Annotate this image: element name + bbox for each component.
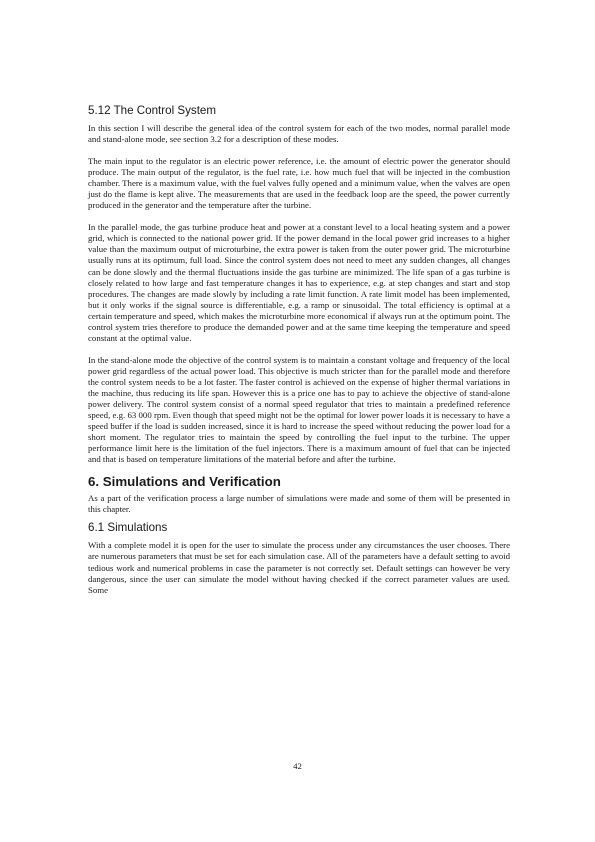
page-number: 42 xyxy=(293,761,302,771)
chapter-heading-6: 6. Simulations and Verification xyxy=(88,474,281,490)
paragraph-5-12-parallel-mode: In the parallel mode, the gas turbine produce heat and power at a constant level to a local heating system and a power grid, which is connected to the national power grid. If the power demand in the local power grid increases to a higher value than the maximum output of microturbine, the extra power is taken from the outer power grid. The microturbine usually runs at its optimum, full load. Since the control system does not need to meet any sudden changes, all changes can be done slowly and the thermal fluctuations inside the gas turbine are minimized. The life span of a gas turbine is closely related to how large and fast temperature changes it has to experience, e.g. at step changes and start and stop procedures. The changes are made slowly by including a rate limit function. A rate limit model has been implemented, but it only works if the signal source is differentiable, e.g. a ramp or sinusoidal. The total efficiency is optimal at a certain temperature and speed, which makes the microturbine more economical if always run at the optimum point. The control system tries therefore to produce the demanded power and at the same time keeping the temperature and speed constant at the optimal value. xyxy=(88,222,510,343)
paragraph-5-12-stand-alone-mode: In the stand-alone mode the objective of the control system is to maintain a constant voltage and frequency of the local power grid regardless of the actual power load. This objective is much stricter than for the parallel mode and therefore the control system needs to be a lot faster. The faster control is achieved on the expense of higher thermal variations in the machine, thus reducing its life span. However this is a price one has to pay to achieve the objective of stand-alone power delivery. The control system consist of a normal speed regulator that tries to maintain a predefined reference speed, e.g. 63 000 rpm. Even though that speed might not be the optimal for lower power loads it is necessary to have a speed buffer if the load is sudden increased, since it is hard to increase the speed without reducing the power load for a short moment. The regulator tries to maintain the speed by controlling the fuel input to the turbine. The upper performance limit here is the limitation of the fuel injectors. There is a maximum amount of fuel that can be injected and that is based on temperature limitations of the material before and after the turbine. xyxy=(88,354,510,465)
paragraph-5-12-regulator: The main input to the regulator is an electric power reference, i.e. the amount of electric power the generator should produce. The main output of the regulator, is the fuel rate, i.e. how much fuel that will be injected in the combustion chamber. There is a maximum value, with the fuel valves fully opened and a minimum value, when the valves are open just do the flame is kept alive. The measurements that are used in the feedback loop are the speed, the power currently produced in the generator and the temperature after the turbine. xyxy=(88,156,510,211)
section-heading-5-12: 5.12 The Control System xyxy=(88,104,217,117)
page-content xyxy=(88,104,510,607)
paragraph-6-intro: As a part of the verification process a large number of simulations were made and some of them will be presented in this chapter. xyxy=(88,493,510,515)
paragraph-6-1: With a complete model it is open for the user to simulate the process under any circumstances the user chooses. There are numerous parameters that must be set for each simulation case. All of the parameters have a default setting to avoid tedious work and numerical problems in case the parameter is not correctly set. Default settings can however be very dangerous, since the user can simulate the model without having checked if the correct parameter values are used. Some xyxy=(88,540,510,595)
paragraph-5-12-intro: In this section I will describe the general idea of the control system for each of the two modes, normal parallel mode and stand-alone mode, see section 3.2 for a description of these modes. xyxy=(88,123,510,145)
section-heading-6-1: 6.1 Simulations xyxy=(88,521,168,535)
